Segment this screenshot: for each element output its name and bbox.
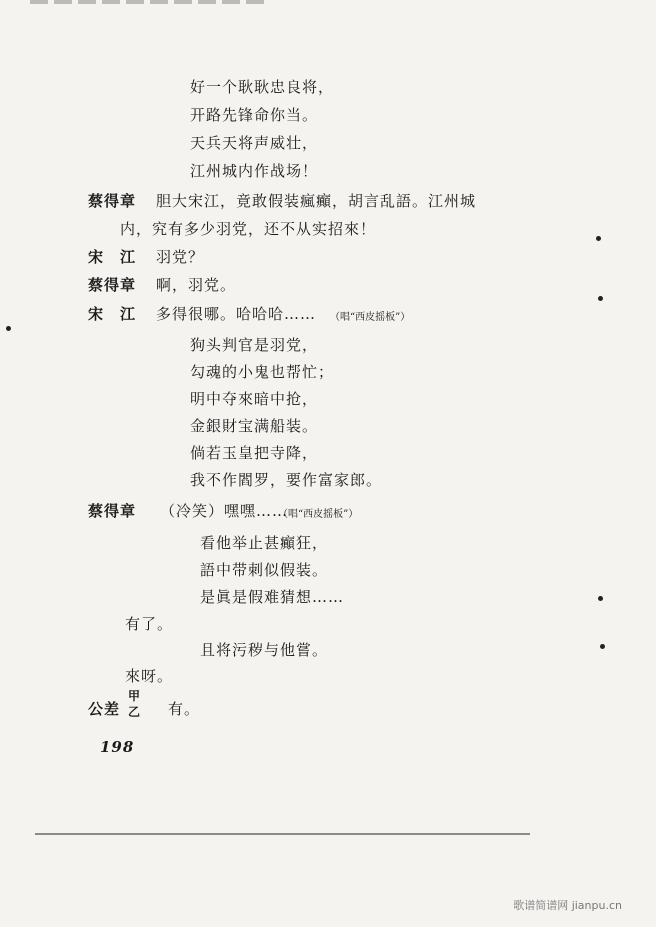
verse-line: 江州城内作战场！ bbox=[190, 162, 319, 180]
verse-line: 好一个耿耿忠良将， bbox=[190, 78, 335, 96]
dialogue-line: 多得很哪。哈哈哈…… bbox=[156, 305, 317, 323]
verse-line: 且将污秽与他嘗。 bbox=[200, 641, 329, 659]
verse-line: 是眞是假难猜想…… bbox=[200, 588, 345, 606]
verse-line: 看他举止甚癲狂， bbox=[200, 534, 329, 552]
watermark: 歌谱简谱网 jianpu.cn bbox=[513, 899, 622, 912]
stage-direction: （唱“西皮摇板”） bbox=[278, 509, 359, 520]
verse-line: 金銀財宝满船装。 bbox=[190, 417, 319, 435]
speaker-cai: 蔡得章 bbox=[88, 276, 137, 294]
dialogue-line: 羽党？ bbox=[156, 248, 205, 266]
speaker-cai: 蔡得章 bbox=[88, 502, 137, 520]
speaker-yi: 乙 bbox=[128, 705, 141, 719]
verse-line: 倘若玉皇把寺降， bbox=[190, 444, 319, 462]
dialogue-line: 有了。 bbox=[125, 615, 174, 633]
verse-line: 狗头判官是羽党， bbox=[190, 336, 319, 354]
ink-speck bbox=[598, 296, 603, 301]
verse-line: 語中带刺似假装。 bbox=[200, 561, 329, 579]
speaker-cai: 蔡得章 bbox=[88, 192, 137, 210]
verse-line: 开路先锋命你当。 bbox=[190, 106, 319, 124]
dialogue-line: 胆大宋江，竟敢假装瘋癲，胡言乱語。江州城 bbox=[156, 192, 477, 210]
speaker-song: 宋 江 bbox=[88, 248, 137, 266]
speaker-jia: 甲 bbox=[128, 689, 141, 703]
dialogue-line: 内，究有多少羽党，还不从实招來！ bbox=[120, 220, 377, 238]
bottom-rule bbox=[35, 833, 530, 835]
ink-speck bbox=[596, 236, 601, 241]
dialogue-line: 來呀。 bbox=[125, 667, 174, 685]
dialogue-line: 有。 bbox=[168, 700, 201, 718]
ink-speck bbox=[600, 644, 605, 649]
dialogue-line: 啊，羽党。 bbox=[156, 276, 237, 294]
ink-speck bbox=[6, 326, 11, 331]
page-number: 198 bbox=[100, 738, 135, 756]
header-marks bbox=[30, 0, 270, 4]
verse-line: 天兵天将声威壮， bbox=[190, 134, 319, 152]
verse-line: 明中夺來暗中抢， bbox=[190, 390, 319, 408]
verse-line: 勾魂的小鬼也帮忙； bbox=[190, 363, 335, 381]
ink-speck bbox=[598, 596, 603, 601]
speaker-song: 宋 江 bbox=[88, 305, 137, 323]
stage-direction: （冷笑）嘿嘿…… bbox=[160, 502, 289, 520]
verse-line: 我不作閻罗，要作富家郎。 bbox=[190, 471, 383, 489]
stage-direction: （唱“西皮摇板”） bbox=[330, 312, 411, 323]
speaker-gongchai: 公差 bbox=[88, 700, 121, 718]
